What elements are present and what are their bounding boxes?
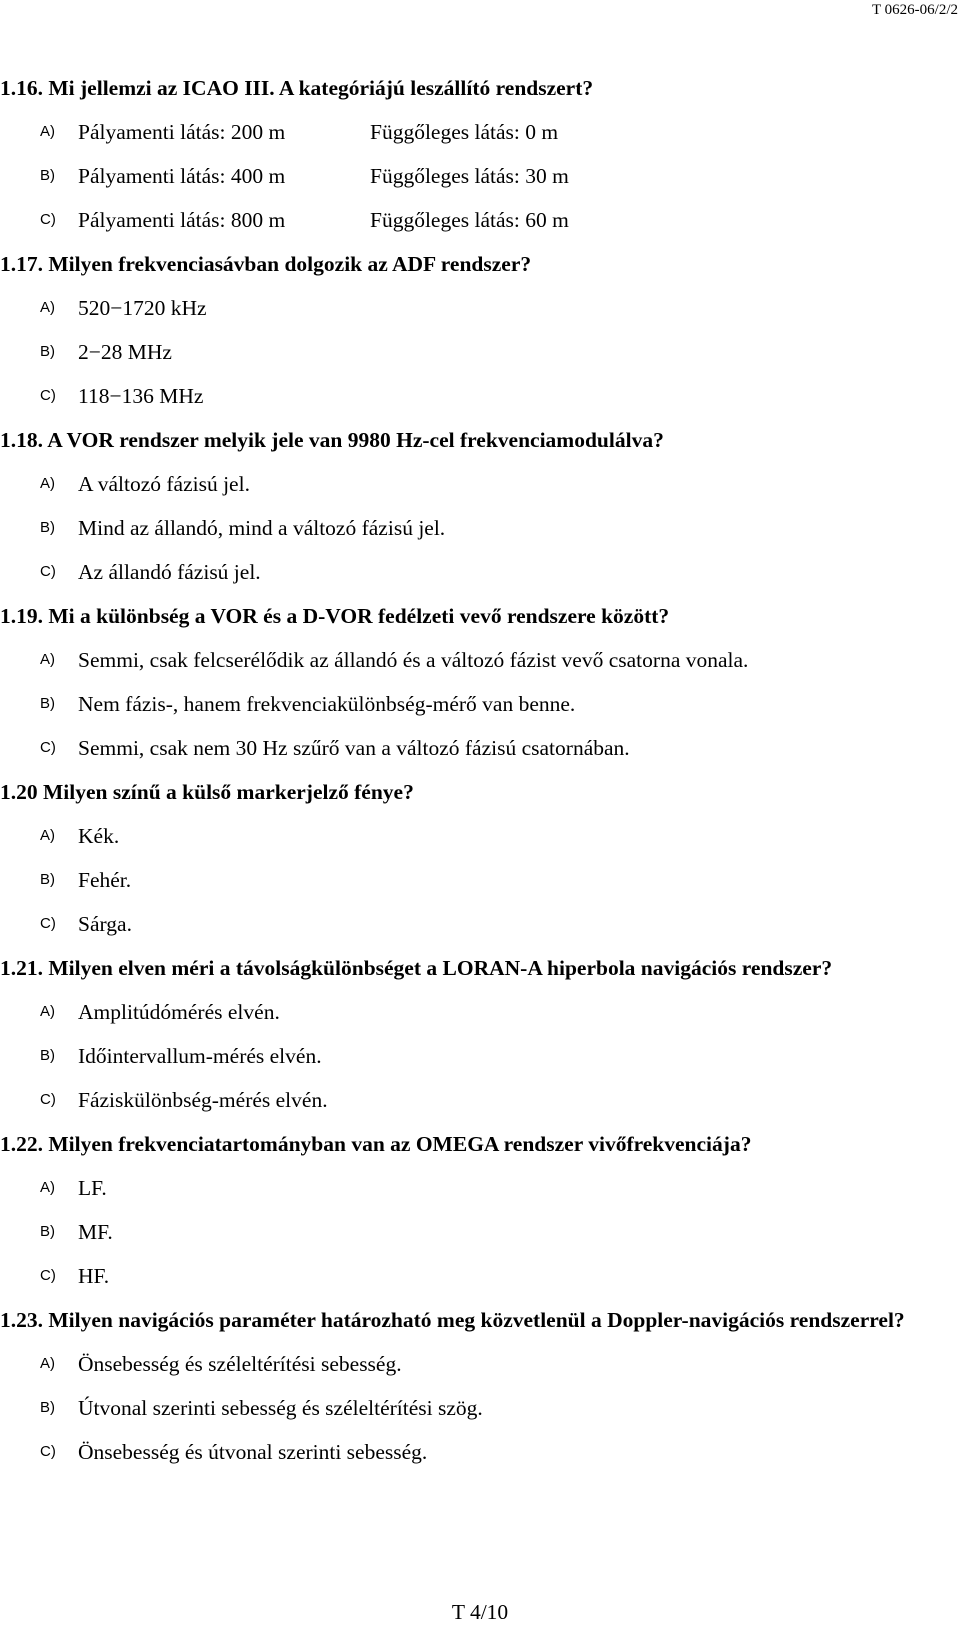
option-letter: C) bbox=[40, 1091, 56, 1108]
option-letter: B) bbox=[40, 1223, 55, 1240]
option-1-20-b bbox=[0, 865, 958, 909]
option-text: Kék. bbox=[78, 824, 120, 848]
option-1-18-b bbox=[0, 513, 958, 557]
option-1-17-b bbox=[0, 337, 958, 381]
option-letter: C) bbox=[40, 387, 56, 404]
option-text: Az állandó fázisú jel. bbox=[78, 560, 261, 584]
option-letter: C) bbox=[40, 1267, 56, 1284]
option-text: Sárga. bbox=[78, 912, 132, 936]
option-letter: C) bbox=[40, 563, 56, 580]
option-text: MF. bbox=[78, 1220, 113, 1244]
option-1-21-c bbox=[0, 1085, 958, 1129]
option-letter: A) bbox=[40, 1179, 55, 1196]
question-1-23: 1.23. Milyen navigációs paraméter határozható meg közvetlenül a Doppler-navigációs rendszerrel? bbox=[0, 1308, 905, 1332]
question-1-21: 1.21. Milyen elven méri a távolságkülönbséget a LORAN-A hiperbola navigációs rendszer? bbox=[0, 956, 833, 980]
option-text: Függőleges látás: 30 m bbox=[370, 164, 569, 188]
option-text: Nem fázis-, hanem frekvenciakülönbség-mérő van benne. bbox=[78, 692, 576, 716]
option-text: Mind az állandó, mind a változó fázisú jel. bbox=[78, 516, 446, 540]
question-1-22: 1.22. Milyen frekvenciatartományban van az OMEGA rendszer vivőfrekvenciája? bbox=[0, 1132, 752, 1156]
option-1-16-a bbox=[0, 117, 958, 161]
option-text: Fehér. bbox=[78, 868, 132, 892]
option-letter: A) bbox=[40, 299, 55, 316]
option-letter: A) bbox=[40, 1355, 55, 1372]
option-text: Útvonal szerinti sebesség és széleltérítési szög. bbox=[78, 1396, 483, 1420]
option-text: A változó fázisú jel. bbox=[78, 472, 250, 496]
option-1-23-a bbox=[0, 1349, 958, 1393]
option-letter: A) bbox=[40, 123, 55, 140]
option-1-21-b bbox=[0, 1041, 958, 1085]
option-text: Időintervallum-mérés elvén. bbox=[78, 1044, 322, 1068]
option-1-17-c bbox=[0, 381, 958, 425]
option-text: Függőleges látás: 60 m bbox=[370, 208, 569, 232]
option-letter: B) bbox=[40, 1399, 55, 1416]
option-1-18-c bbox=[0, 557, 958, 601]
option-text: LF. bbox=[78, 1176, 107, 1200]
option-letter: B) bbox=[40, 1047, 55, 1064]
question-list bbox=[0, 73, 958, 1481]
option-1-19-b bbox=[0, 689, 958, 733]
question-1-16: 1.16. Mi jellemzi az ICAO III. A kategóriájú leszállító rendszert? bbox=[0, 76, 594, 100]
question-1-18: 1.18. A VOR rendszer melyik jele van 9980 Hz-cel frekvenciamodulálva? bbox=[0, 428, 664, 452]
option-text: Amplitúdómérés elvén. bbox=[78, 1000, 280, 1024]
option-1-22-b bbox=[0, 1217, 958, 1261]
option-text: Fáziskülönbség-mérés elvén. bbox=[78, 1088, 328, 1112]
option-letter: A) bbox=[40, 827, 55, 844]
option-text: Semmi, csak nem 30 Hz szűrő van a változó fázisú csatornában. bbox=[78, 736, 630, 760]
option-text: 2−28 MHz bbox=[78, 340, 172, 364]
option-1-22-a bbox=[0, 1173, 958, 1217]
option-text: Pályamenti látás: 400 m bbox=[78, 164, 286, 188]
option-1-17-a bbox=[0, 293, 958, 337]
question-1-20: 1.20 Milyen színű a külső markerjelző fénye? bbox=[0, 780, 414, 804]
option-text: Semmi, csak felcserélődik az állandó és a változó fázist vevő csatorna vonala. bbox=[78, 648, 749, 672]
option-letter: C) bbox=[40, 739, 56, 756]
option-letter: C) bbox=[40, 1443, 56, 1460]
option-1-16-c bbox=[0, 205, 958, 249]
option-1-19-a bbox=[0, 645, 958, 689]
option-text: Pályamenti látás: 800 m bbox=[78, 208, 286, 232]
option-1-23-b bbox=[0, 1393, 958, 1437]
option-letter: C) bbox=[40, 211, 56, 228]
option-1-23-c bbox=[0, 1437, 958, 1481]
option-1-21-a bbox=[0, 997, 958, 1041]
option-text: HF. bbox=[78, 1264, 110, 1288]
document-code: T 0626-06/2/2 bbox=[872, 2, 958, 18]
option-letter: A) bbox=[40, 1003, 55, 1020]
option-letter: B) bbox=[40, 871, 55, 888]
option-text: Függőleges látás: 0 m bbox=[370, 120, 559, 144]
option-letter: B) bbox=[40, 343, 55, 360]
option-text: Önsebesség és széleltérítési sebesség. bbox=[78, 1352, 402, 1376]
option-letter: A) bbox=[40, 651, 55, 668]
option-text: 118−136 MHz bbox=[78, 384, 204, 408]
option-letter: A) bbox=[40, 475, 55, 492]
page-number: T 4/10 bbox=[451, 1600, 509, 1624]
option-letter: B) bbox=[40, 695, 55, 712]
option-1-18-a bbox=[0, 469, 958, 513]
option-text: Pályamenti látás: 200 m bbox=[78, 120, 286, 144]
option-letter: B) bbox=[40, 167, 55, 184]
option-1-19-c bbox=[0, 733, 958, 777]
option-text: Önsebesség és útvonal szerinti sebesség. bbox=[78, 1440, 428, 1464]
question-1-17: 1.17. Milyen frekvenciasávban dolgozik az ADF rendszer? bbox=[0, 252, 532, 276]
option-text: 520−1720 kHz bbox=[78, 296, 207, 320]
option-1-20-a bbox=[0, 821, 958, 865]
option-letter: B) bbox=[40, 519, 55, 536]
option-letter: C) bbox=[40, 915, 56, 932]
question-1-19: 1.19. Mi a különbség a VOR és a D-VOR fedélzeti vevő rendszere között? bbox=[0, 604, 670, 628]
option-1-16-b bbox=[0, 161, 958, 205]
